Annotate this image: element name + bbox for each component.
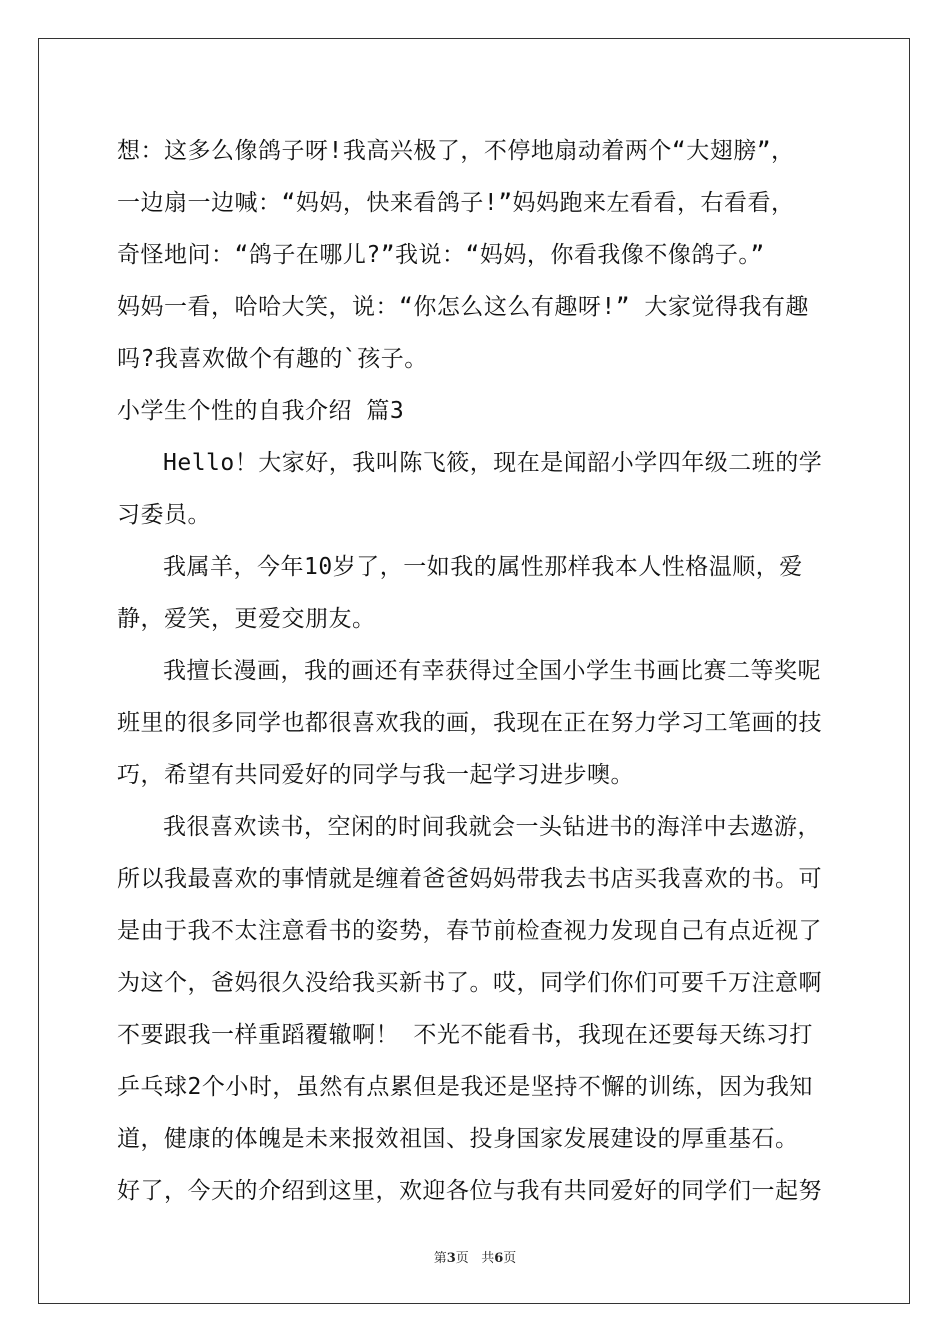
document-body <box>117 125 837 1217</box>
text-line: 乒乓球2个小时，虽然有点累但是我还是坚持不懈的训练，因为我知 <box>117 1074 813 1100</box>
text-line: 是由于我不太注意看书的姿势，春节前检查视力发现自己有点近视了 <box>117 918 822 944</box>
text-line: 我很喜欢读书，空闲的时间我就会一头钻进书的海洋中去遨游， <box>163 814 821 840</box>
page-footer <box>0 1247 950 1266</box>
footer-prefix: 第 <box>433 1251 447 1266</box>
text-line: 好了，今天的介绍到这里，欢迎各位与我有共同爱好的同学们一起努 <box>117 1178 822 1204</box>
footer-page-suffix: 页 <box>455 1251 469 1266</box>
text-line: 不要跟我一样重蹈覆辙啊！ 不光不能看书，我现在还要每天练习打 <box>117 1022 813 1048</box>
text-line: 妈妈一看，哈哈大笑，说：“你怎么这么有趣呀!” 大家觉得我有趣 <box>117 294 809 320</box>
text-line: 道，健康的体魄是未来报效祖国、投身国家发展建设的厚重基石。 <box>117 1126 799 1152</box>
text-line: 吗?我喜欢做个有趣的`孩子。 <box>117 346 428 372</box>
footer-page-number: 3 <box>446 1251 456 1266</box>
text-line: 想：这多么像鸽子呀!我高兴极了，不停地扇动着两个“大翅膀”， <box>117 138 795 164</box>
text-line: 所以我最喜欢的事情就是缠着爸爸妈妈带我去书店买我喜欢的书。可 <box>117 866 822 892</box>
text-line: 为这个，爸妈很久没给我买新书了。哎，同学们你们可要千万注意啊 <box>117 970 822 996</box>
text-line: 一边扇一边喊：“妈妈，快来看鸽子!”妈妈跑来左看看，右看看， <box>117 190 795 216</box>
text-line: 班里的很多同学也都很喜欢我的画，我现在正在努力学习工笔画的技 <box>117 710 822 736</box>
text-line: 习委员。 <box>117 502 211 528</box>
text-line: Hello！大家好，我叫陈飞筱，现在是闻韶小学四年级二班的学 <box>163 450 823 476</box>
text-line: 我属羊，今年10岁了，一如我的属性那样我本人性格温顺，爱 <box>163 554 803 580</box>
text-line: 静，爱笑，更爱交朋友。 <box>117 606 376 632</box>
text-line: 巧，希望有共同爱好的同学与我一起学习进步噢。 <box>117 762 634 788</box>
footer-total-prefix: 共 <box>481 1251 495 1266</box>
text-line: 我擅长漫画，我的画还有幸获得过全国小学生书画比赛二等奖呢 <box>163 658 821 684</box>
footer-total-pages: 6 <box>494 1251 504 1266</box>
footer-total-suffix: 页 <box>503 1251 517 1266</box>
text-line: 小学生个性的自我介绍 篇3 <box>117 398 405 424</box>
text-line: 奇怪地问：“鸽子在哪儿?”我说：“妈妈，你看我像不像鸽子。” <box>117 242 765 268</box>
